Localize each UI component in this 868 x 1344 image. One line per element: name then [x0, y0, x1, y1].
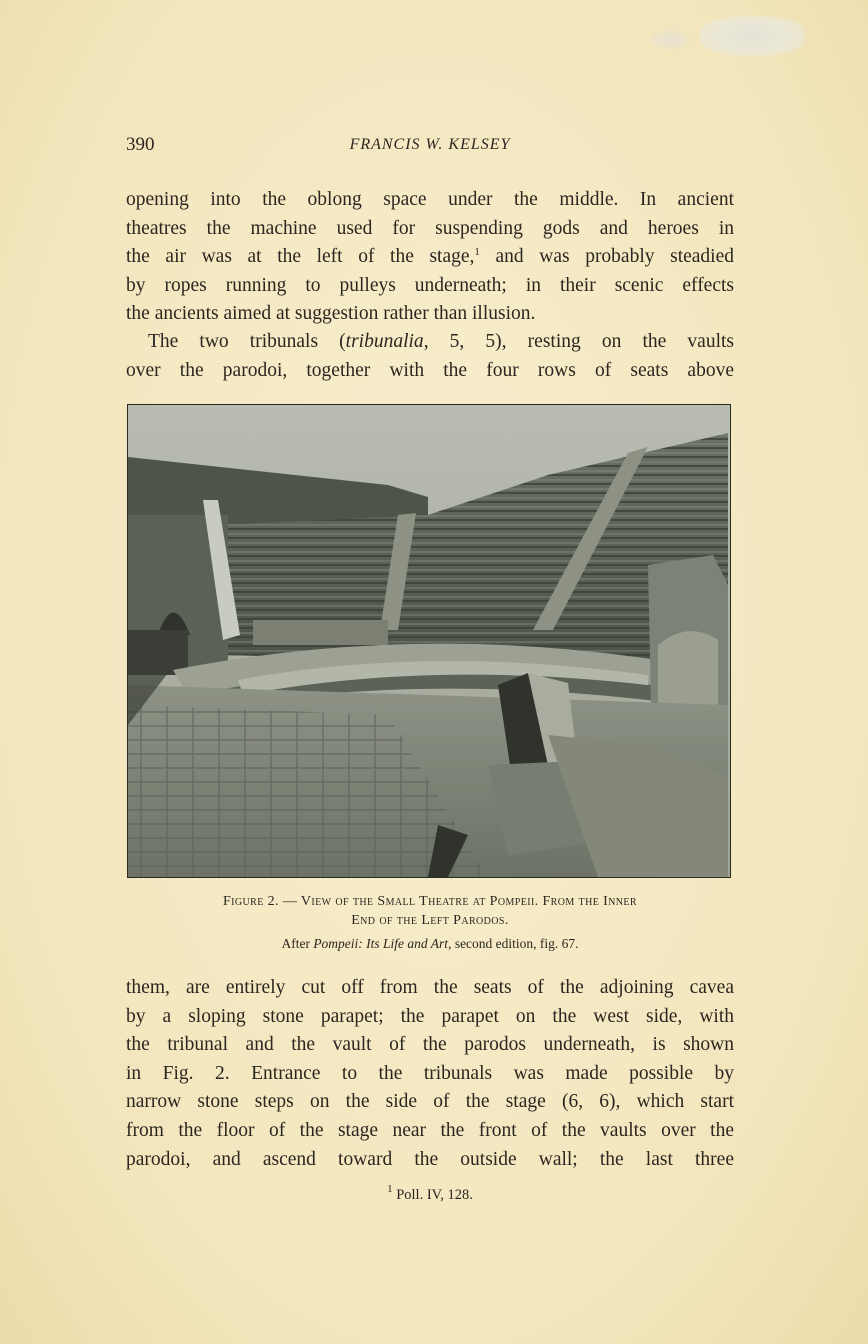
text-line — [126, 243, 734, 272]
page-number: 390 — [126, 134, 155, 155]
running-head: FRANCIS W. KELSEY — [349, 136, 511, 153]
text-line: in Fig. 2. Entrance to the tribunals was made possible by — [126, 1062, 734, 1084]
text-line: parodoi, and ascend toward the outside wall; the last three — [126, 1148, 734, 1170]
text-line: them, are entirely cut off from the seats of the adjoining cavea — [126, 977, 734, 998]
text-segment: the air was at the left of the stage, — [126, 246, 475, 268]
caption-line: Figure 2. — View of the Small Theatre at Pompeii. From the Inner — [223, 894, 637, 909]
paragraph-1 — [126, 186, 734, 329]
caption-line: End of the Left Parodos. — [351, 913, 509, 928]
text-line — [126, 328, 734, 357]
page-header — [126, 134, 734, 160]
text-line: the ancients aimed at suggestion rather than illusion. — [126, 303, 536, 325]
text-line: the tribunal and the vault of the parodos underneath, is shown — [126, 1034, 734, 1056]
text-line: opening into the oblong space under the middle. In ancient — [126, 189, 734, 210]
footnote-reference: 1 — [474, 246, 480, 259]
text-line: theatres the machine used for suspending gods and heroes in — [126, 217, 734, 239]
figure-photograph — [127, 404, 731, 878]
paper-stain-small — [650, 30, 690, 50]
text-line: narrow stone steps on the side of the stage (6, 6), which start — [126, 1091, 734, 1113]
footnote-text: Poll. IV, 128. — [392, 1187, 473, 1203]
text-segment: and was probably steadied — [479, 246, 734, 268]
italic-term: tribunalia — [345, 331, 424, 352]
paragraph-2 — [126, 328, 734, 385]
footnote-marker: 1 — [387, 1183, 393, 1195]
theatre-photo-illustration — [128, 405, 730, 877]
text-segment: , 5, 5), resting on the vaults — [423, 331, 734, 352]
text-line: over the parodoi, together with the four rows of seats above — [126, 359, 734, 381]
figure-credit — [126, 936, 734, 952]
credit-title: Pompeii: Its Life and Art — [313, 936, 449, 951]
text-line: by ropes running to pulleys underneath; in their scenic effects — [126, 274, 734, 296]
text-segment: The two tribunals ( — [148, 331, 346, 352]
footnote — [126, 1183, 734, 1204]
credit-text: , second edition, fig. 67. — [448, 936, 579, 951]
text-line: from the floor of the stage near the front of the vaults over the — [126, 1119, 734, 1141]
figure-caption — [126, 892, 734, 930]
paragraph-3 — [126, 974, 734, 1174]
text-line: by a sloping stone parapet; the parapet on the west side, with — [126, 1005, 734, 1027]
paper-stain — [700, 16, 805, 56]
credit-text: After — [281, 936, 314, 951]
